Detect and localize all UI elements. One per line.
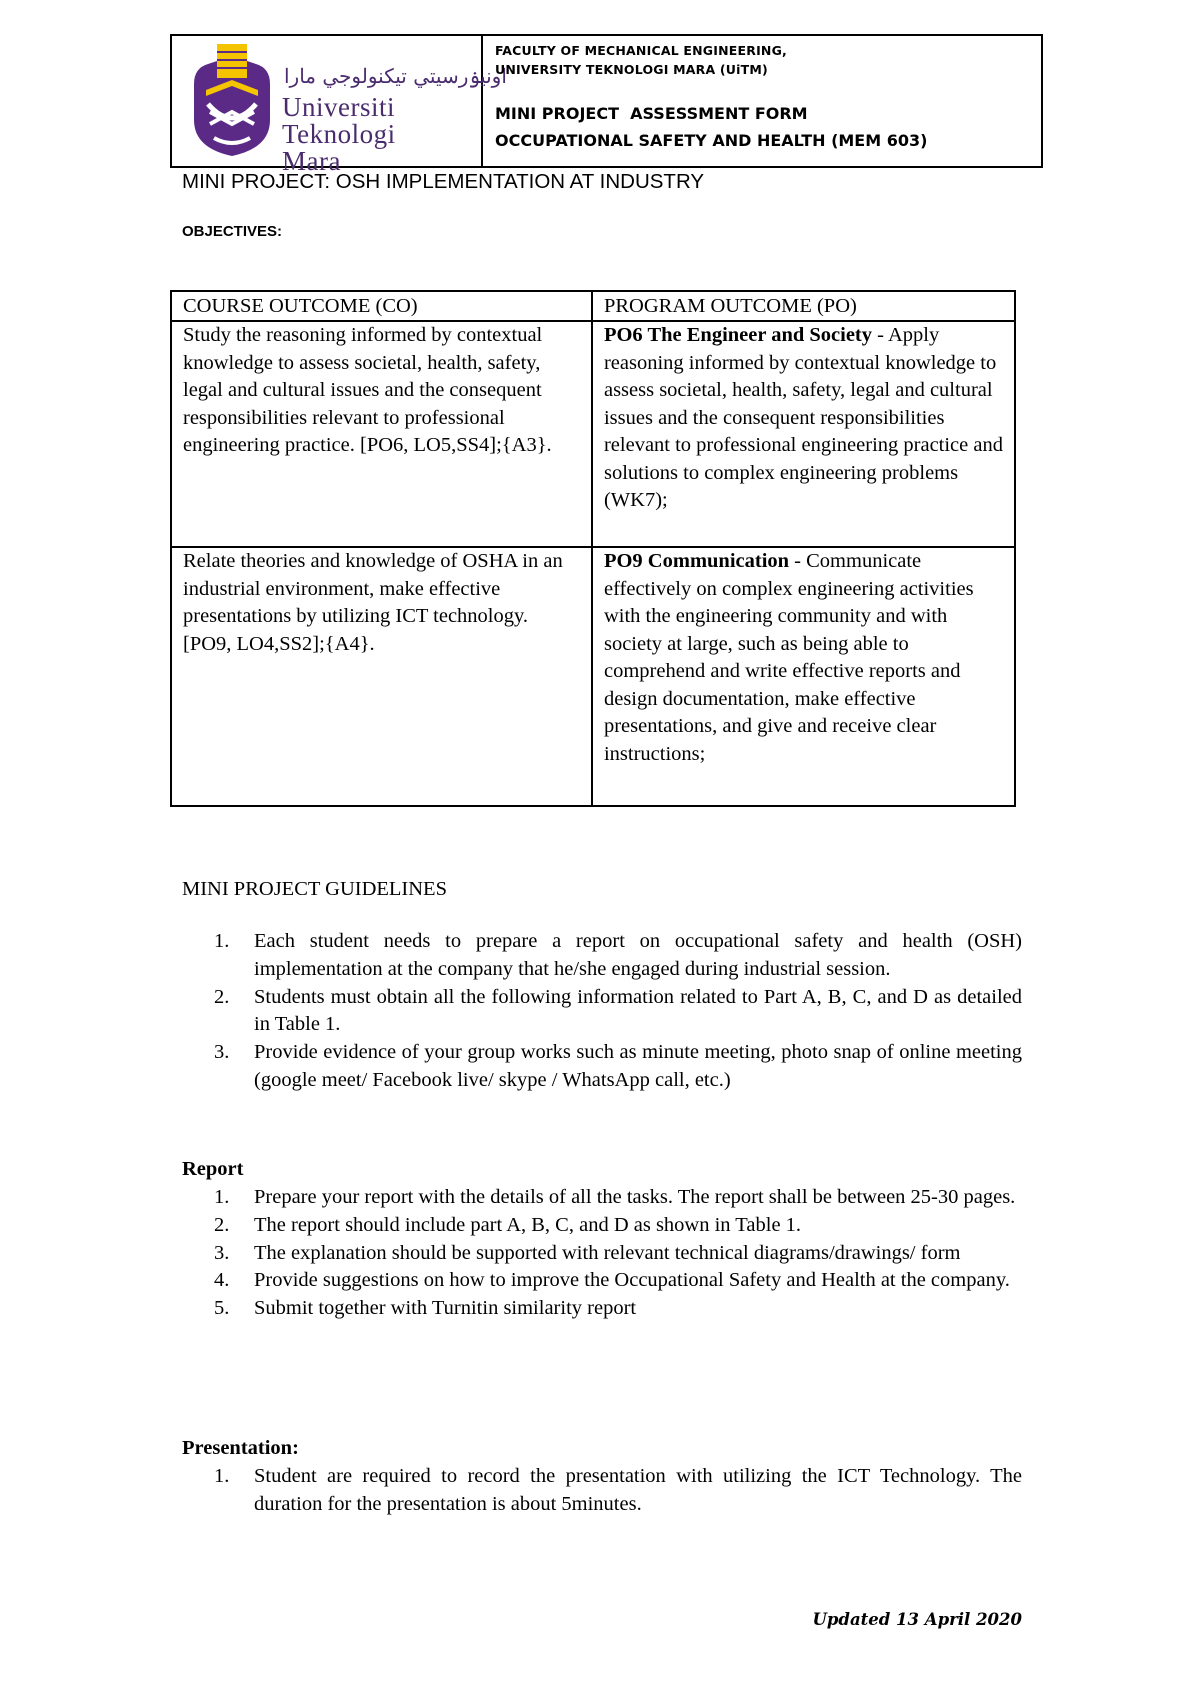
po-description: - Apply reasoning informed by contextual knowledge to assess societal, health, safety, legal and cultural issues and the consequent responsibilities relevant to professional engineering practice and solutions to complex engineering problems (WK7);: [603, 324, 1003, 511]
report-list: [214, 1184, 1022, 1323]
list-number: 5.: [214, 1297, 230, 1320]
list-text: Submit together with Turnitin similarity report: [254, 1297, 637, 1320]
po-title: PO6 The Engineer and Society: [603, 324, 873, 346]
po-title: PO9 Communication: [603, 550, 790, 572]
list-text: Students must obtain all the following information related to Part A, B, C, and D as detailed in Table 1.: [254, 985, 1022, 1036]
report-heading: Report: [182, 1158, 244, 1180]
list-item: [214, 1240, 1022, 1268]
column-header-po: PROGRAM OUTCOME (PO): [592, 291, 1015, 321]
list-text: The report should include part A, B, C, and D as shown in Table 1.: [254, 1213, 802, 1236]
list-number: 3.: [214, 1041, 230, 1064]
faculty-info: [495, 41, 787, 79]
list-number: 2.: [214, 1213, 230, 1236]
list-item: [214, 1212, 1022, 1240]
form-title-line-1: MINI PROJECT ASSESSMENT FORM: [495, 104, 808, 123]
list-number: 2.: [214, 985, 230, 1008]
table-row: [171, 547, 1015, 806]
list-item: [214, 984, 1022, 1040]
column-header-co: COURSE OUTCOME (CO): [171, 291, 592, 321]
list-number: 3.: [214, 1241, 230, 1264]
table-row: [171, 321, 1015, 547]
list-number: 4.: [214, 1269, 230, 1292]
list-number: 1.: [214, 1186, 230, 1208]
list-number: 1.: [214, 1465, 230, 1487]
list-item: [214, 1463, 1022, 1519]
objectives-heading: OBJECTIVES:: [182, 223, 283, 240]
list-text: Prepare your report with the details of all the tasks. The report shall be between 25-30 pages.: [254, 1186, 1016, 1208]
co-cell: Study the reasoning informed by contextual knowledge to assess societal, health, safety, legal and cultural issues and the consequent responsibilities relevant to professional engineering practice. [PO6, LO5,SS4];{A3}.: [171, 321, 592, 547]
university-logo: [172, 36, 507, 176]
list-number: 1.: [214, 930, 230, 952]
list-item: [214, 928, 1022, 984]
form-title: [495, 100, 927, 154]
logo-line-1: Universiti: [282, 92, 395, 122]
outcome-table: [170, 290, 1016, 807]
logo-jawi-text: اونيۏرسيتي تيكنولوجي مارا: [284, 64, 507, 88]
page-title: MINI PROJECT: OSH IMPLEMENTATION AT INDUSTRY: [182, 170, 705, 193]
po-cell: [592, 547, 1015, 806]
guidelines-heading: MINI PROJECT GUIDELINES: [182, 878, 447, 900]
faculty-line-1: FACULTY OF MECHANICAL ENGINEERING,: [495, 43, 788, 58]
list-text: Provide evidence of your group works such as minute meeting, photo snap of online meeting (google meet/ Facebook live/ skype / WhatsApp call, etc.): [254, 1041, 1022, 1091]
table-header-row: [171, 291, 1015, 321]
list-item: [214, 1039, 1022, 1095]
presentation-heading: Presentation:: [182, 1437, 299, 1459]
list-item: [214, 1184, 1022, 1212]
updated-date-note: Updated 13 April 2020: [812, 1610, 1022, 1629]
po-cell: [592, 321, 1015, 547]
guidelines-list: [214, 928, 1022, 1095]
logo-wordmark: [282, 94, 396, 175]
form-header: [170, 34, 1043, 176]
faculty-line-2: UNIVERSITY TEKNOLOGI MARA (UiTM): [495, 62, 768, 77]
po-description: - Communicate effectively on complex engineering activities with the engineering community and with society at large, such as being able to comprehend and write effective reports and design documentation, make effective presentations, and give and receive clear instructions;: [603, 550, 974, 765]
list-item: [214, 1295, 1022, 1323]
header-info: [483, 36, 1041, 166]
uitm-crest-icon: [184, 42, 280, 160]
list-item: [214, 1267, 1022, 1295]
list-text: Provide suggestions on how to improve the Occupational Safety and Health at the company.: [254, 1269, 1010, 1292]
presentation-list: [214, 1463, 1022, 1519]
list-text: Each student needs to prepare a report on occupational safety and health (OSH) implementation at the company that he/she engaged during industrial session.: [254, 930, 1022, 980]
logo-line-3: Mara: [282, 146, 341, 176]
logo-line-2: Teknologi: [282, 119, 396, 149]
list-text: The explanation should be supported with relevant technical diagrams/drawings/ form: [254, 1241, 961, 1264]
list-text: Student are required to record the presentation with utilizing the ICT Technology. The duration for the presentation is about 5minutes.: [254, 1465, 1022, 1515]
form-title-line-2: OCCUPATIONAL SAFETY AND HEALTH (MEM 603): [495, 131, 928, 150]
co-cell: Relate theories and knowledge of OSHA in an industrial environment, make effective presentations by utilizing ICT technology. [PO9, LO4,SS2];{A4}.: [171, 547, 592, 806]
